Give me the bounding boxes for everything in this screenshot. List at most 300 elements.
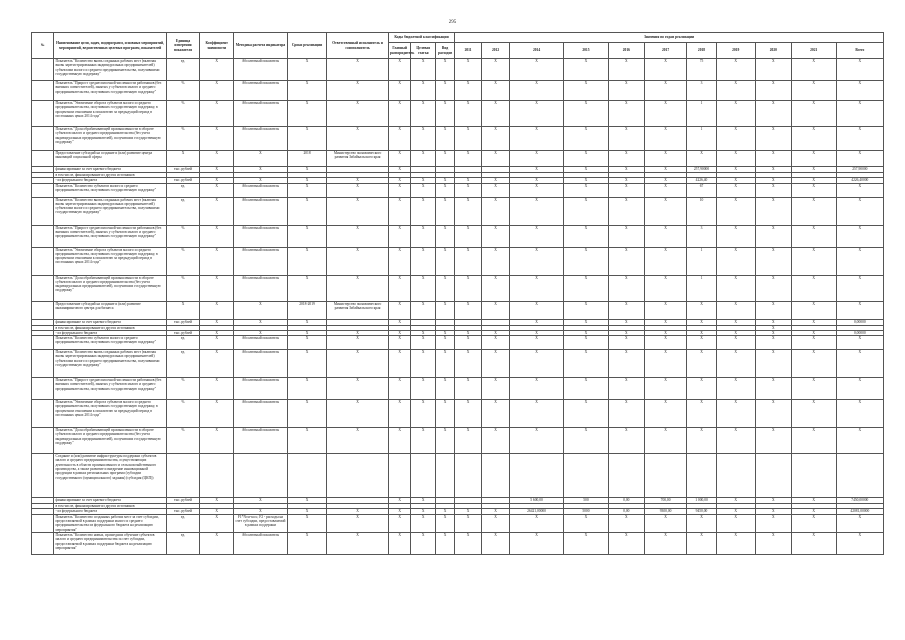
table-cell	[32, 151, 54, 167]
table-cell: 500	[563, 498, 608, 504]
table-cell: X	[411, 183, 436, 197]
table-cell: X	[510, 301, 564, 319]
header-budget-col: Вид расходов	[436, 43, 455, 59]
table-cell: X	[510, 319, 564, 325]
table-cell: X	[608, 127, 644, 151]
table-cell: X	[388, 225, 410, 247]
table-cell: X	[510, 275, 564, 301]
header-year-col: 2020	[755, 43, 791, 59]
header-year-col: 2012	[482, 43, 510, 59]
table-cell: X	[411, 247, 436, 275]
table-cell: Абсолютный показатель	[234, 275, 288, 301]
table-cell: X	[200, 514, 234, 532]
table-cell: X	[455, 400, 482, 428]
table-cell: X	[455, 183, 482, 197]
table-cell: X	[687, 428, 716, 454]
table-cell	[755, 454, 791, 498]
table-cell: X	[644, 319, 687, 325]
table-cell: X	[436, 428, 455, 454]
table-cell	[200, 454, 234, 498]
table-cell: X	[287, 400, 326, 428]
table-cell: X	[166, 151, 200, 167]
table-cell: X	[563, 275, 608, 301]
table-cell: X	[608, 183, 644, 197]
table-cell: X	[234, 319, 288, 325]
table-cell: X	[791, 514, 836, 532]
table-cell: X	[644, 275, 687, 301]
table-cell: X	[644, 101, 687, 127]
table-cell: X	[388, 400, 410, 428]
row-label-cell: в том числе, финансирование из других источников	[54, 325, 166, 330]
table-cell: X	[411, 336, 436, 350]
table-cell: X	[200, 330, 234, 335]
table-cell: X	[287, 428, 326, 454]
table-cell: X	[411, 498, 436, 504]
table-cell: X	[608, 514, 644, 532]
table-cell	[32, 336, 54, 350]
table-cell: X	[608, 378, 644, 400]
header-term: Сроки реализации	[287, 33, 326, 59]
table-cell: X	[791, 167, 836, 173]
table-cell: X	[608, 400, 644, 428]
table-cell: X	[644, 330, 687, 335]
table-cell: X	[563, 428, 608, 454]
table-cell: X	[608, 225, 644, 247]
table-cell: X	[644, 514, 687, 532]
table-cell	[32, 454, 54, 498]
table-cell: X	[755, 101, 791, 127]
header-year-values: Значения по годам реализации	[455, 33, 884, 43]
table-cell: X	[791, 178, 836, 183]
table-cell: X	[836, 81, 883, 101]
table-cell: X	[644, 225, 687, 247]
table-cell: X	[608, 197, 644, 225]
table-cell: X	[563, 514, 608, 532]
table-cell: 700,00	[644, 498, 687, 504]
table-cell: X	[716, 498, 755, 504]
table-cell: X	[755, 498, 791, 504]
table-cell: X	[716, 127, 755, 151]
table-cell: X	[755, 59, 791, 81]
table-cell: X	[644, 183, 687, 197]
table-cell: X	[482, 59, 510, 81]
table-cell: X	[755, 183, 791, 197]
table-cell: X	[411, 350, 436, 378]
row-label-cell: Создание и (или) развитие инфраструктуры поддержки субъектов малого и среднего предпринимательства, осуществляющих деятельность в области промышленного и сельскохозяйственного производства, а также развитие и внедрение инновационной продукции в рамках региональных программ (субсидии государственного (муниципального) задания) (субсидия (ЦКП))	[54, 454, 166, 498]
header-year-col: 2021	[791, 43, 836, 59]
table-cell: X	[716, 532, 755, 554]
table-row	[32, 532, 884, 554]
table-cell: Абсолютный показатель	[234, 81, 288, 101]
table-cell: X	[200, 197, 234, 225]
table-cell: X	[200, 167, 234, 173]
table-cell: X	[608, 151, 644, 167]
table-cell: Абсолютный показатель	[234, 336, 288, 350]
table-cell: Абсолютный показатель	[234, 127, 288, 151]
table-cell: Министерство экономического развития Забайкальского края	[327, 151, 389, 167]
table-cell: X	[687, 301, 716, 319]
table-cell: X	[791, 330, 836, 335]
table-cell: X	[287, 197, 326, 225]
table-cell: X	[755, 514, 791, 532]
table-cell: X	[455, 197, 482, 225]
table-cell: X	[411, 428, 436, 454]
table-cell: X	[563, 183, 608, 197]
table-cell: X	[287, 247, 326, 275]
table-cell: X	[644, 59, 687, 81]
table-cell: X	[436, 59, 455, 81]
table-cell: X	[455, 275, 482, 301]
row-label-cell: в том числе, финансирование из других источников	[54, 173, 166, 178]
table-cell: X	[563, 319, 608, 325]
table-cell: X	[644, 127, 687, 151]
table-cell: 9300,00	[644, 509, 687, 514]
table-cell: X	[287, 225, 326, 247]
table-cell: X	[287, 127, 326, 151]
table-cell: X	[791, 59, 836, 81]
table-cell: X	[791, 151, 836, 167]
table-cell: X	[200, 301, 234, 319]
header-budget-codes: Коды бюджетной классификации	[388, 33, 454, 43]
header-year-col: 2016	[608, 43, 644, 59]
table-cell	[32, 183, 54, 197]
table-cell	[287, 454, 326, 498]
table-cell: X	[791, 378, 836, 400]
table-cell	[510, 454, 564, 498]
table-cell	[32, 378, 54, 400]
table-cell: Абсолютный показатель	[234, 378, 288, 400]
table-cell: X	[327, 81, 389, 101]
table-cell: X	[791, 275, 836, 301]
table-row	[32, 183, 884, 197]
table-cell: X	[563, 532, 608, 554]
table-cell: X	[455, 428, 482, 454]
table-cell: X	[716, 514, 755, 532]
table-cell: X	[716, 225, 755, 247]
table-cell: X	[388, 301, 410, 319]
table-cell: X	[287, 532, 326, 554]
table-row	[32, 378, 884, 400]
table-cell: X	[836, 400, 883, 428]
table-cell: X	[234, 151, 288, 167]
table-cell: X	[608, 301, 644, 319]
table-cell: X	[482, 400, 510, 428]
row-label-cell: Показатель "Количество вновь созданных рабочих мест (включая вновь зарегистрированных индивидуальных предпринимателей) субъектами малого и среднего предпринимательства, получившими государственную поддержку"	[54, 59, 166, 81]
table-cell: X	[166, 301, 200, 319]
table-cell: X	[436, 350, 455, 378]
table-row	[32, 101, 884, 127]
table-cell: X	[327, 225, 389, 247]
table-cell: X	[563, 101, 608, 127]
table-cell	[482, 454, 510, 498]
header-year-col: 2018	[687, 43, 716, 59]
table-row	[32, 275, 884, 301]
table-cell: X	[436, 514, 455, 532]
row-label-cell: Показатель "Количество вновь созданных рабочих мест (включая вновь зарегистрированных индивидуальных предпринимателей) субъектами малого и среднего предпринимательства, получившими государственную поддержку"	[54, 350, 166, 378]
table-cell: X	[836, 336, 883, 350]
table-cell: X	[287, 336, 326, 350]
row-label-cell: Показатель "Доля обрабатывающей промышленности в обороте субъектов малого и среднего предпринимательства (без учета индивидуальных предпринимателей), получивших государственную поддержку"	[54, 127, 166, 151]
table-cell: X	[436, 101, 455, 127]
table-cell: X	[287, 350, 326, 378]
table-cell	[32, 247, 54, 275]
table-cell: X	[644, 301, 687, 319]
table-cell: X	[755, 301, 791, 319]
table-cell: X	[327, 127, 389, 151]
table-cell: X	[836, 225, 883, 247]
table-cell: ед.	[166, 532, 200, 554]
table-cell: X	[200, 275, 234, 301]
table-cell: X	[455, 330, 482, 335]
table-row	[32, 428, 884, 454]
table-row	[32, 127, 884, 151]
table-cell: X	[755, 151, 791, 167]
table-cell	[32, 428, 54, 454]
table-cell: 257,90000	[687, 167, 716, 173]
table-cell: X	[644, 532, 687, 554]
table-cell: X	[510, 378, 564, 400]
table-cell: X	[327, 350, 389, 378]
table-cell: X	[388, 378, 410, 400]
table-cell	[436, 454, 455, 498]
table-cell: X	[200, 151, 234, 167]
table-cell: X	[455, 247, 482, 275]
header-name: Наименование цели, задач, подпрограмм, основных мероприятий, мероприятий, ведомственных целевых программ, показателей	[54, 33, 166, 59]
table-cell: 0,00000	[836, 330, 883, 335]
table-cell: X	[287, 101, 326, 127]
table-row	[32, 350, 884, 378]
row-label-cell: Показатель "Количество созданных рабочих мест за счет субсидии, предоставляемой в рамках поддержки малого и среднего предпринимательства из федерального бюджета на реализацию мероприятия"	[54, 514, 166, 532]
table-cell: X	[791, 336, 836, 350]
table-cell: X	[755, 178, 791, 183]
table-cell: X	[510, 178, 564, 183]
table-cell: X	[482, 330, 510, 335]
table-cell: X	[411, 127, 436, 151]
table-cell: 3	[687, 81, 716, 101]
row-label-cell: Предоставление субсидий на создание и (или) развитие инжинирингового центра для бизнеса	[54, 301, 166, 319]
table-cell: X	[687, 151, 716, 167]
table-cell: X	[791, 197, 836, 225]
table-cell: %	[166, 428, 200, 454]
table-cell: X	[482, 81, 510, 101]
table-cell	[32, 127, 54, 151]
table-cell: X	[791, 498, 836, 504]
table-cell: X	[287, 319, 326, 325]
header-coef: Коэффициент значимости	[200, 33, 234, 59]
table-cell: 0,00	[608, 498, 644, 504]
row-label-cell: - из федерального бюджета	[54, 330, 166, 335]
table-cell: X	[388, 330, 410, 335]
table-cell: X	[200, 183, 234, 197]
table-cell: Абсолютный показатель	[234, 225, 288, 247]
table-cell: X	[327, 400, 389, 428]
table-cell	[608, 454, 644, 498]
table-cell: X	[436, 532, 455, 554]
table-cell: X	[644, 400, 687, 428]
header-no: №	[32, 33, 54, 59]
table-cell: X	[482, 301, 510, 319]
table-cell: тыс. рублей	[166, 167, 200, 173]
table-cell: 4226,40000	[836, 178, 883, 183]
table-cell: X	[755, 532, 791, 554]
table-cell: X	[510, 167, 564, 173]
table-cell: X	[436, 127, 455, 151]
table-cell: X	[436, 178, 455, 183]
table-cell: 42081,00000	[836, 509, 883, 514]
table-cell: X	[510, 225, 564, 247]
table-cell: Абсолютный показатель	[234, 101, 288, 127]
table-cell: X	[716, 428, 755, 454]
table-cell: Абсолютный показатель	[234, 532, 288, 554]
table-cell: X	[436, 378, 455, 400]
table-cell: X	[510, 81, 564, 101]
table-cell: X	[510, 514, 564, 532]
table-cell: X	[455, 509, 482, 514]
table-cell: X	[836, 350, 883, 378]
row-label-cell: - из федерального бюджета	[54, 509, 166, 514]
table-cell	[455, 454, 482, 498]
table-cell: X	[482, 183, 510, 197]
table-cell: X	[510, 400, 564, 428]
table-cell: X	[836, 197, 883, 225]
table-cell: X	[791, 247, 836, 275]
table-cell: X	[836, 378, 883, 400]
table-cell: %	[166, 225, 200, 247]
table-cell: X	[608, 247, 644, 275]
table-cell	[32, 350, 54, 378]
row-label-cell: Показатель "Количество вновь созданных рабочих мест (включая вновь зарегистрированных индивидуальных предпринимателей) субъектами малого и среднего предпринимательства, получившими государственную поддержку"	[54, 197, 166, 225]
table-cell: тыс. рублей	[166, 319, 200, 325]
table-cell: X	[455, 336, 482, 350]
table-cell: X	[608, 428, 644, 454]
table-cell: X	[200, 101, 234, 127]
table-cell: X	[436, 151, 455, 167]
table-cell	[327, 454, 389, 498]
table-cell: X	[608, 59, 644, 81]
table-cell: X	[327, 183, 389, 197]
row-label-cell: Показатель "Увеличение оборота субъектов малого и среднего предпринимательства, получивших государственную поддержку, в процентном отношении к показателю за предыдущий период в постоянных ценах 2014 года"	[54, 101, 166, 127]
program-table	[31, 32, 884, 555]
table-cell	[791, 454, 836, 498]
table-cell: X	[200, 378, 234, 400]
row-label-cell: Показатель "Доля обрабатывающей промышленности в обороте субъектов малого и среднего предпринимательства (без учета индивидуальных предпринимателей), получивших государственную поддержку"	[54, 428, 166, 454]
table-cell: X	[388, 428, 410, 454]
table-cell: %	[166, 81, 200, 101]
table-cell: X	[482, 225, 510, 247]
table-cell: X	[608, 330, 644, 335]
table-cell: X	[388, 514, 410, 532]
table-cell: 7450,00000	[836, 498, 883, 504]
table-cell: X	[836, 275, 883, 301]
table-cell: 26421,00000	[510, 509, 564, 514]
table-cell: ед.	[166, 350, 200, 378]
row-label-cell: Показатель "Увеличение оборота субъектов малого и среднего предпринимательства, получивших государственную поддержку, в процентном отношении к показателю за предыдущий период в постоянных ценах 2014 года"	[54, 247, 166, 275]
row-label-cell: Показатель "Прирост среднесписочной численности работников (без внешних совместителей), занятых у субъектов малого и среднего предпринимательства, получивших государственную поддержку"	[54, 225, 166, 247]
table-cell: X	[510, 59, 564, 81]
table-cell: 10	[687, 197, 716, 225]
table-cell: X	[455, 350, 482, 378]
table-cell: 4226,40	[687, 178, 716, 183]
table-cell: X	[716, 400, 755, 428]
table-cell: X	[687, 378, 716, 400]
table-cell: X	[608, 167, 644, 173]
table-cell: X	[234, 330, 288, 335]
table-cell: X	[436, 225, 455, 247]
table-cell: X	[200, 225, 234, 247]
table-cell: X	[455, 378, 482, 400]
table-cell: X	[411, 509, 436, 514]
table-cell: X	[327, 514, 389, 532]
table-cell: X	[563, 127, 608, 151]
table-cell: X	[755, 400, 791, 428]
table-cell: X	[388, 81, 410, 101]
table-cell: X	[482, 197, 510, 225]
page-number: 295	[448, 20, 457, 25]
table-cell: X	[482, 178, 510, 183]
table-cell	[32, 101, 54, 127]
table-cell: X	[716, 319, 755, 325]
table-cell: X	[411, 275, 436, 301]
table-cell: X	[755, 275, 791, 301]
table-cell: X	[755, 197, 791, 225]
table-cell: X	[327, 330, 389, 335]
table-cell: X	[200, 428, 234, 454]
table-cell: X	[510, 197, 564, 225]
table-cell: X	[482, 247, 510, 275]
table-cell: X	[791, 428, 836, 454]
table-cell: X	[388, 59, 410, 81]
table-cell: X	[563, 378, 608, 400]
table-cell: X	[388, 151, 410, 167]
table-cell: X	[791, 225, 836, 247]
table-cell: X	[482, 350, 510, 378]
table-cell: X	[563, 151, 608, 167]
table-cell: X	[608, 350, 644, 378]
table-cell: 2018	[287, 151, 326, 167]
table-cell: X	[510, 247, 564, 275]
table-cell	[411, 454, 436, 498]
table-cell: X	[388, 178, 410, 183]
table-cell: X	[563, 350, 608, 378]
table-cell: X	[200, 336, 234, 350]
table-cell: Абсолютный показатель	[234, 247, 288, 275]
header-year-col: 2017	[644, 43, 687, 59]
table-cell: X	[791, 532, 836, 554]
table-row	[32, 59, 884, 81]
table-cell: X	[327, 532, 389, 554]
table-cell: ед.	[166, 183, 200, 197]
table-cell: %	[166, 275, 200, 301]
table-cell: X	[411, 225, 436, 247]
table-cell: %	[166, 247, 200, 275]
table-cell: Абсолютный показатель	[234, 183, 288, 197]
table-cell	[687, 454, 716, 498]
table-cell: X	[608, 275, 644, 301]
table-cell	[32, 225, 54, 247]
table-cell: X	[836, 59, 883, 81]
header-unit: Единица измерения показателя	[166, 33, 200, 59]
table-cell: X	[510, 350, 564, 378]
table-cell: X	[287, 330, 326, 335]
table-cell: X	[411, 178, 436, 183]
row-label-cell: Показатель "Количество субъектов малого и среднего предпринимательства, получивших государственную поддержку"	[54, 336, 166, 350]
table-cell: X	[755, 127, 791, 151]
table-cell: X	[200, 509, 234, 514]
header-budget-col: Целевая статья	[411, 43, 436, 59]
table-cell: X	[687, 514, 716, 532]
table-cell	[644, 454, 687, 498]
table-cell: Абсолютный показатель	[234, 197, 288, 225]
